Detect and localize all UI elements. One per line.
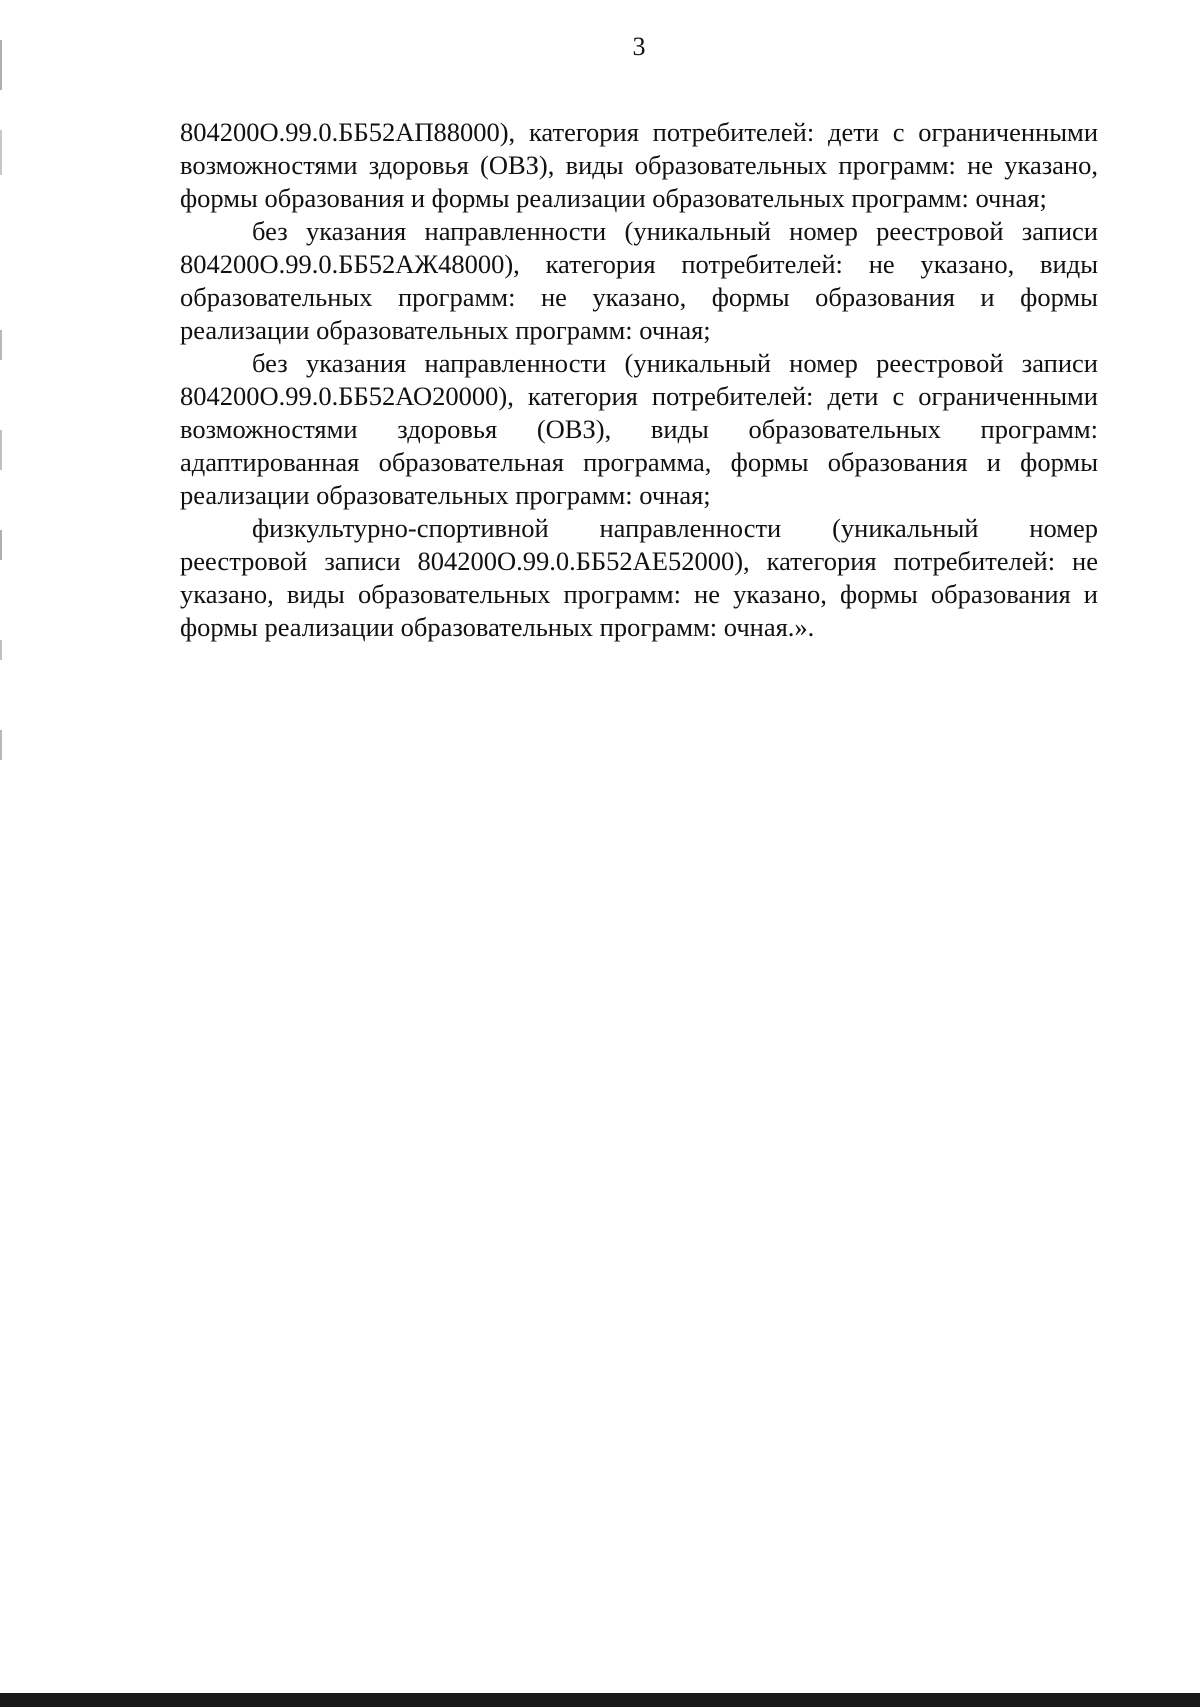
scan-bottom-edge xyxy=(0,1693,1200,1707)
page-number: 3 xyxy=(632,32,646,61)
paragraph-2: без указания направленности (уникальный номер реестровой записи 804200О.99.0.ББ52АЖ48000), категория потребителей: не указано, виды образовательных программ: не указано, формы образования и формы реализации образовательных программ: очная; xyxy=(180,216,1098,345)
scan-edge-artifact xyxy=(0,0,2,760)
paragraph-1: 804200О.99.0.ББ52АП88000), категория потребителей: дети с ограниченными возможностями здоровья (ОВЗ), виды образовательных программ: не указано, формы образования и формы реализации образовательных программ: очная; xyxy=(180,117,1098,213)
paragraph-4: физкультурно-спортивной направленности (уникальный номер реестровой записи 804200О.99.0.ББ52АЕ52000), категория потребителей: не указано, виды образовательных программ: не указано, формы образования и формы реализации образовательных программ: очная.». xyxy=(180,513,1098,642)
paragraph-3: без указания направленности (уникальный номер реестровой записи 804200О.99.0.ББ52АО20000), категория потребителей: дети с ограниченными возможностями здоровья (ОВЗ), виды образовательных программ: адаптированная образовательная программа, формы образования и формы реализации образовательных программ: очная; xyxy=(180,348,1098,510)
document-body xyxy=(180,116,1098,644)
